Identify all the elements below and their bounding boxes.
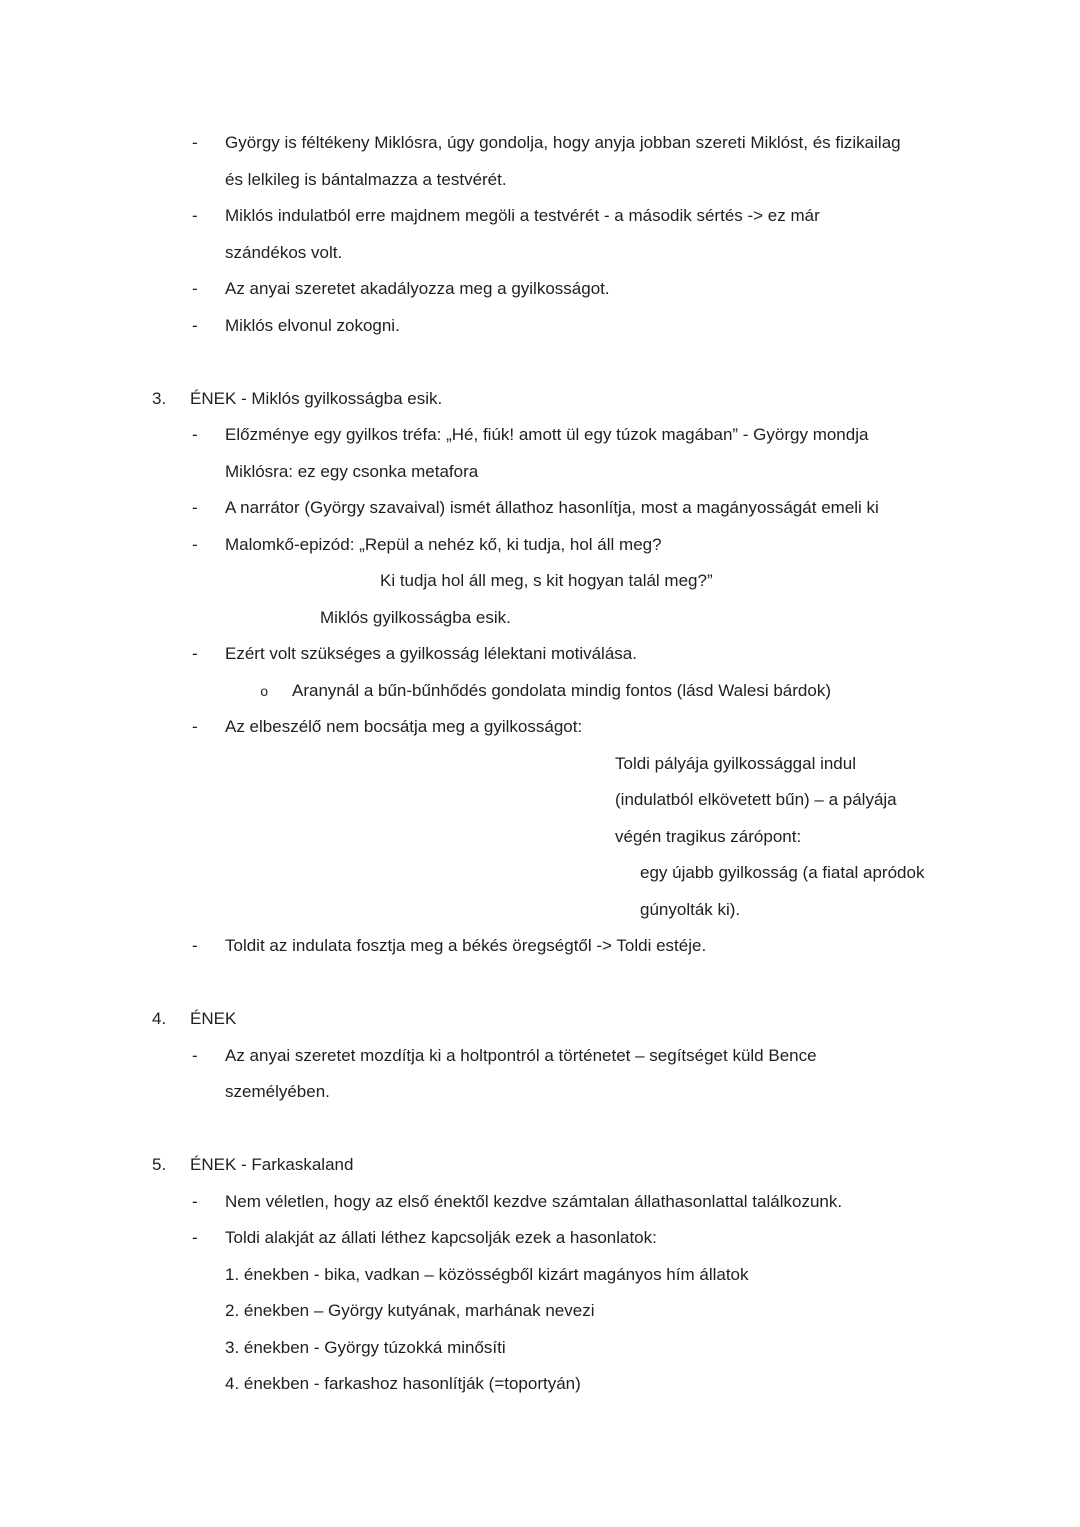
bullet-item	[0, 527, 1080, 564]
bullet-continuation: személyében.	[225, 1082, 330, 1101]
enek-list-line: 2. énekben – György kutyának, marhának nevezi	[225, 1301, 595, 1320]
dash-bullet-marker: -	[192, 1045, 198, 1065]
bullet-text: A narrátor (György szavaival) ismét állathoz hasonlítja, most a magányosságát emeli ki	[225, 498, 879, 517]
dash-bullet-marker: -	[192, 1228, 198, 1247]
bullet-item	[0, 1184, 1080, 1221]
sub-bullet-item	[0, 673, 1080, 710]
dash-bullet-marker: -	[192, 936, 198, 955]
dash-bullet-marker: -	[192, 315, 198, 335]
bullet-text: Előzménye egy gyilkos tréfa: „Hé, fiúk! amott ül egy túzok magában” - György mondja	[225, 425, 869, 444]
bullet-text: Az anyai szeretet mozdítja ki a holtpontról a történetet – segítséget küld Bence	[225, 1045, 817, 1065]
bullet-text: Malomkő-epizód: „Repül a nehéz kő, ki tudja, hol áll meg?	[225, 534, 662, 554]
bullet-text: György is féltékeny Miklósra, úgy gondolja, hogy anyja jobban szereti Miklóst, és fizikailag	[225, 133, 901, 152]
note-line-nested: egy újabb gyilkosság (a fiatal apródok	[640, 863, 925, 882]
dash-bullet-marker: -	[192, 279, 198, 298]
note-line-nested: gúnyolták ki).	[640, 899, 741, 919]
dash-bullet-marker: -	[192, 425, 198, 444]
bullet-text: Az elbeszélő nem bocsátja meg a gyilkosságot:	[225, 717, 583, 736]
section-heading	[0, 381, 1080, 418]
bullet-text: Miklós elvonul zokogni.	[225, 315, 400, 335]
enek-list-line: 3. énekben - György túzokká minősíti	[225, 1337, 506, 1357]
bullet-item	[0, 308, 1080, 345]
sub-bullet-text: Aranynál a bűn-bűnhődés gondolata mindig fontos (lásd Walesi bárdok)	[292, 680, 831, 700]
section-heading	[0, 1001, 1080, 1038]
bullet-item	[0, 271, 1080, 308]
bullet-item	[0, 1220, 1080, 1257]
dash-bullet-marker: -	[192, 534, 198, 554]
dash-bullet-marker: -	[192, 206, 198, 225]
dash-bullet-marker: -	[192, 133, 198, 152]
bullet-text: Miklós indulatból erre majdnem megöli a testvérét - a második sértés -> ez már	[225, 206, 820, 225]
section-title: ÉNEK - Miklós gyilkosságba esik.	[190, 388, 443, 408]
blank-line	[0, 965, 1080, 1002]
section-number: 5.	[152, 1155, 167, 1174]
dash-bullet-marker: -	[192, 644, 198, 663]
bullet-text: Toldi alakját az állati léthez kapcsolják ezek a hasonlatok:	[225, 1228, 657, 1247]
bullet-continuation: szándékos volt.	[225, 242, 343, 262]
note-line: végén tragikus zárópont:	[615, 826, 802, 846]
section-title: ÉNEK - Farkaskaland	[190, 1155, 354, 1174]
section-heading	[0, 1147, 1080, 1184]
bullet-item	[0, 928, 1080, 965]
bullet-text: Nem véletlen, hogy az első énektől kezdve számtalan állathasonlattal találkozunk.	[225, 1191, 843, 1211]
blank-line	[0, 1111, 1080, 1148]
bullet-continuation: és lelkileg is bántalmazza a testvérét.	[225, 169, 507, 189]
quote-line: Miklós gyilkosságba esik.	[320, 607, 511, 627]
bullet-continuation: Miklósra: ez egy csonka metafora	[225, 461, 479, 481]
blank-line	[0, 344, 1080, 381]
quote-line: Ki tudja hol áll meg, s kit hogyan talál meg?”	[380, 571, 713, 590]
section-number: 3.	[152, 388, 167, 408]
bullet-text: Az anyai szeretet akadályozza meg a gyilkosságot.	[225, 279, 610, 298]
note-line: (indulatból elkövetett bűn) – a pályája	[615, 790, 897, 809]
note-line: Toldi pályája gyilkossággal indul	[615, 753, 856, 773]
circle-bullet-marker: o	[260, 684, 269, 701]
section-number: 4.	[152, 1009, 167, 1028]
bullet-text: Toldit az indulata fosztja meg a békés öregségtől -> Toldi estéje.	[225, 936, 707, 955]
bullet-item	[0, 125, 1080, 162]
bullet-item	[0, 490, 1080, 527]
section-title: ÉNEK	[190, 1009, 237, 1028]
bullet-item	[0, 198, 1080, 235]
bullet-item	[0, 417, 1080, 454]
enek-list-line: 1. énekben - bika, vadkan – közösségből kizárt magányos hím állatok	[225, 1264, 749, 1284]
bullet-item	[0, 709, 1080, 746]
enek-list-line: 4. énekben - farkashoz hasonlítják (=toportyán)	[225, 1374, 581, 1393]
bullet-item	[0, 1038, 1080, 1075]
dash-bullet-marker: -	[192, 498, 198, 517]
bullet-text: Ezért volt szükséges a gyilkosság lélektani motiválása.	[225, 644, 637, 663]
bullet-item	[0, 636, 1080, 673]
dash-bullet-marker: -	[192, 717, 198, 736]
dash-bullet-marker: -	[192, 1191, 198, 1211]
